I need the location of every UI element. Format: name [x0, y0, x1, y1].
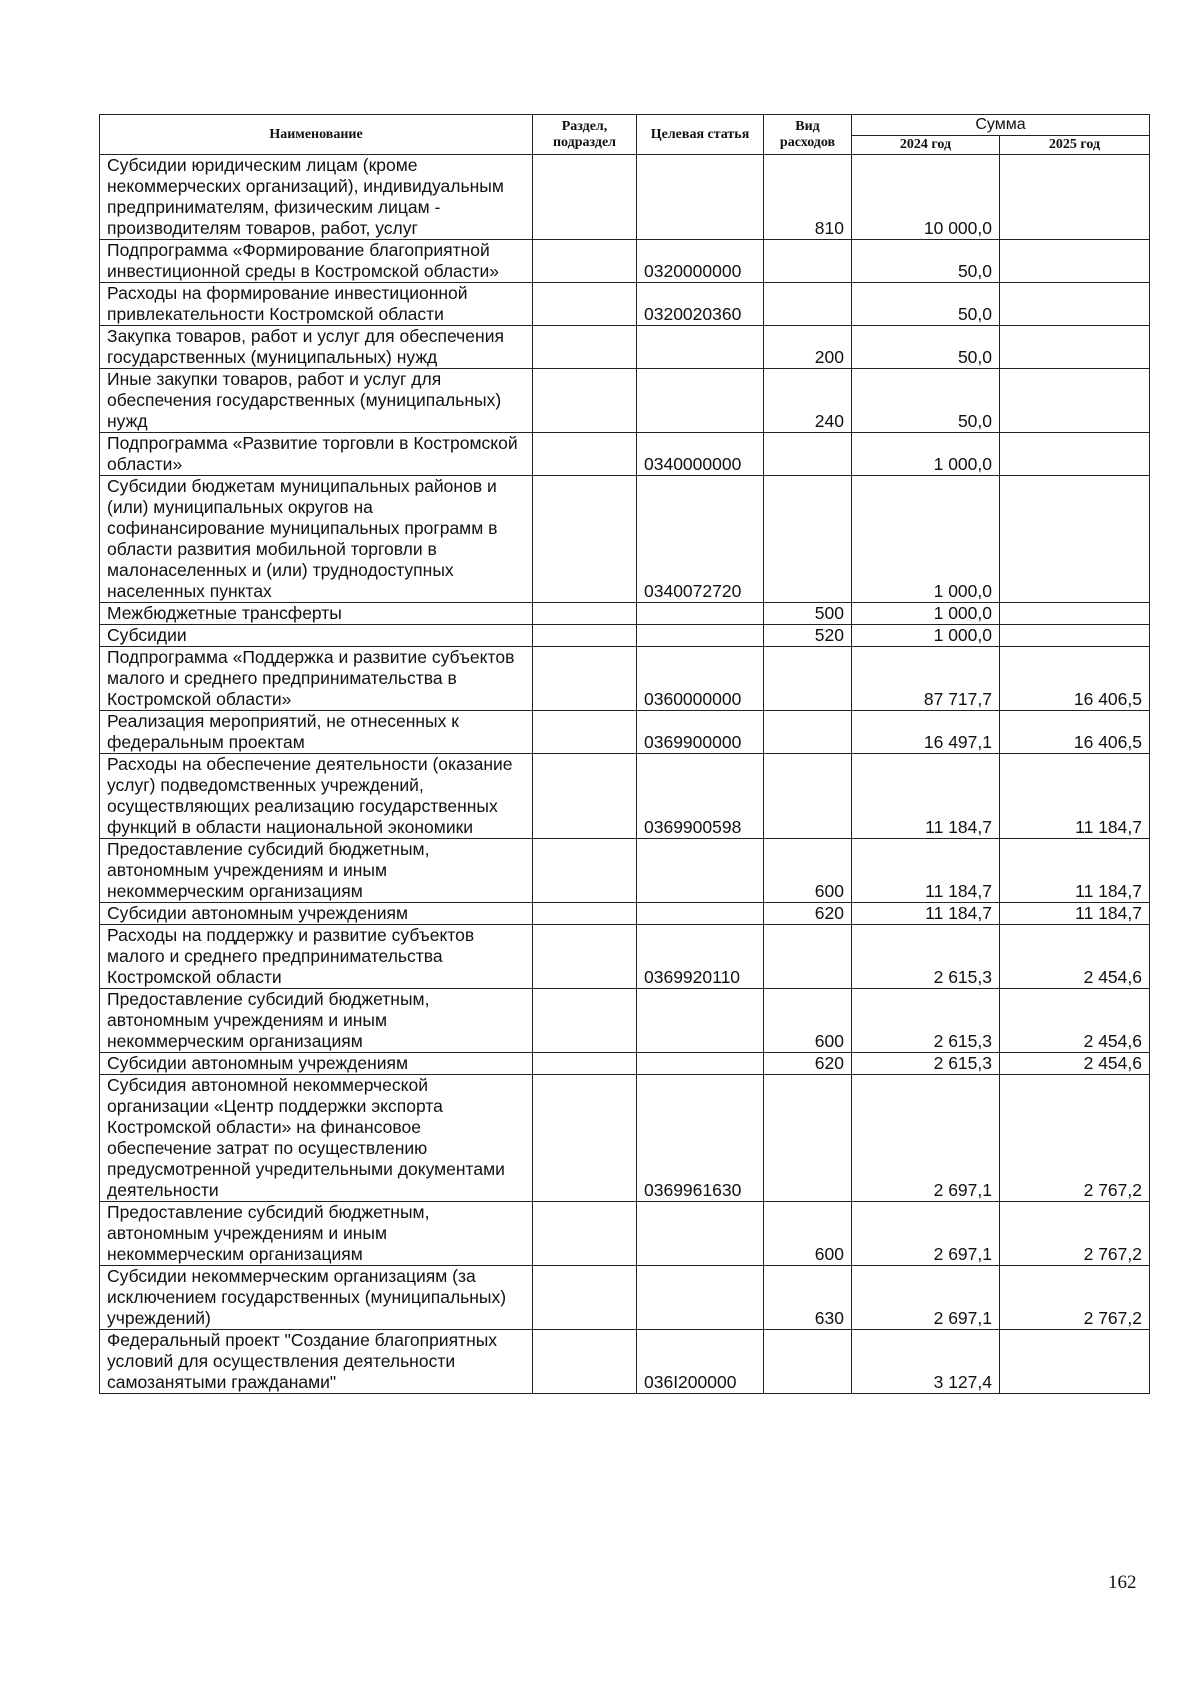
cell-2024: 50,0 [852, 283, 1000, 326]
header-section: Раздел, подраздел [533, 115, 637, 155]
cell-name: Подпрограмма «Поддержка и развитие субъектов малого и среднего предпринимательства в Костромской области» [100, 647, 533, 711]
cell-target: 0369920110 [637, 925, 764, 989]
cell-name: Федеральный проект "Создание благоприятных условий для осуществления деятельности самозанятыми гражданами" [100, 1330, 533, 1394]
cell-section [533, 625, 637, 647]
cell-target [637, 903, 764, 925]
cell-2024: 50,0 [852, 240, 1000, 283]
cell-target [637, 1053, 764, 1075]
cell-name: Субсидии некоммерческим организациям (за исключением государственных (муниципальных) учреждений) [100, 1266, 533, 1330]
cell-2024: 2 615,3 [852, 1053, 1000, 1075]
table-row [100, 839, 1150, 903]
table-row [100, 625, 1150, 647]
cell-name: Закупка товаров, работ и услуг для обеспечения государственных (муниципальных) нужд [100, 326, 533, 369]
cell-kind [764, 476, 852, 603]
table-row [100, 433, 1150, 476]
header-target: Целевая статья [637, 115, 764, 155]
cell-2025 [1000, 433, 1150, 476]
table-body [100, 155, 1150, 1394]
cell-2025: 16 406,5 [1000, 647, 1150, 711]
cell-2025 [1000, 625, 1150, 647]
cell-section [533, 647, 637, 711]
table-row [100, 240, 1150, 283]
header-2025: 2025 год [1000, 136, 1150, 155]
cell-2025 [1000, 476, 1150, 603]
cell-section [533, 1053, 637, 1075]
cell-2025: 2 767,2 [1000, 1202, 1150, 1266]
cell-target [637, 155, 764, 240]
cell-name: Предоставление субсидий бюджетным, автономным учреждениям и иным некоммерческим организациям [100, 989, 533, 1053]
cell-2025 [1000, 603, 1150, 625]
cell-section [533, 283, 637, 326]
cell-2025: 2 454,6 [1000, 1053, 1150, 1075]
cell-target: 0369900598 [637, 754, 764, 839]
cell-target: 0360000000 [637, 647, 764, 711]
cell-section [533, 433, 637, 476]
cell-kind [764, 1075, 852, 1202]
header-kind: Вид расходов [764, 115, 852, 155]
cell-target [637, 989, 764, 1053]
cell-kind: 620 [764, 903, 852, 925]
cell-target [637, 1202, 764, 1266]
page-number: 162 [1108, 1572, 1137, 1593]
cell-kind: 240 [764, 369, 852, 433]
cell-section [533, 903, 637, 925]
table-row [100, 1266, 1150, 1330]
cell-kind: 520 [764, 625, 852, 647]
cell-2024: 2 697,1 [852, 1202, 1000, 1266]
cell-section [533, 603, 637, 625]
table-row [100, 155, 1150, 240]
cell-2025 [1000, 1330, 1150, 1394]
cell-2025: 2 767,2 [1000, 1266, 1150, 1330]
cell-section [533, 476, 637, 603]
cell-2024: 3 127,4 [852, 1330, 1000, 1394]
cell-kind [764, 240, 852, 283]
cell-section [533, 326, 637, 369]
cell-kind: 600 [764, 989, 852, 1053]
cell-name: Межбюджетные трансферты [100, 603, 533, 625]
cell-kind: 810 [764, 155, 852, 240]
cell-name: Расходы на поддержку и развитие субъектов малого и среднего предпринимательства Костромской области [100, 925, 533, 989]
cell-name: Расходы на формирование инвестиционной привлекательности Костромской области [100, 283, 533, 326]
table-row [100, 369, 1150, 433]
cell-kind: 600 [764, 839, 852, 903]
cell-name: Субсидии бюджетам муниципальных районов и (или) муниципальных округов на софинансирование муниципальных программ в области развития мобильной торговли в малонаселенных и (или) труднодоступных населенных пунктах [100, 476, 533, 603]
header-name: Наименование [100, 115, 533, 155]
cell-2024: 50,0 [852, 369, 1000, 433]
cell-name: Субсидия автономной некоммерческой организации «Центр поддержки экспорта Костромской области» на финансовое обеспечение затрат по осуществлению предусмотренной учредительными документами деятельности [100, 1075, 533, 1202]
cell-target [637, 625, 764, 647]
cell-2024: 2 615,3 [852, 989, 1000, 1053]
cell-2024: 87 717,7 [852, 647, 1000, 711]
cell-name: Субсидии юридическим лицам (кроме некоммерческих организаций), индивидуальным предпринимателям, физическим лицам - производителям товаров, работ, услуг [100, 155, 533, 240]
cell-name: Расходы на обеспечение деятельности (оказание услуг) подведомственных учреждений, осуществляющих реализацию государственных функций в области национальной экономики [100, 754, 533, 839]
table-row [100, 326, 1150, 369]
cell-2025: 11 184,7 [1000, 754, 1150, 839]
cell-kind [764, 754, 852, 839]
cell-2024: 11 184,7 [852, 839, 1000, 903]
cell-kind: 620 [764, 1053, 852, 1075]
cell-kind: 600 [764, 1202, 852, 1266]
cell-kind [764, 925, 852, 989]
cell-2024: 1 000,0 [852, 625, 1000, 647]
table-row [100, 989, 1150, 1053]
budget-table [99, 114, 1150, 1394]
table-row [100, 283, 1150, 326]
cell-2025: 2 454,6 [1000, 989, 1150, 1053]
cell-target [637, 603, 764, 625]
cell-section [533, 240, 637, 283]
cell-name: Подпрограмма «Развитие торговли в Костромской области» [100, 433, 533, 476]
cell-2024: 11 184,7 [852, 903, 1000, 925]
cell-name: Подпрограмма «Формирование благоприятной инвестиционной среды в Костромской области» [100, 240, 533, 283]
header-sum: Сумма [852, 115, 1150, 136]
cell-kind [764, 647, 852, 711]
table-row [100, 925, 1150, 989]
cell-section [533, 711, 637, 754]
cell-target: 036I200000 [637, 1330, 764, 1394]
cell-section [533, 839, 637, 903]
cell-2025 [1000, 240, 1150, 283]
cell-2024: 1 000,0 [852, 603, 1000, 625]
cell-target [637, 1266, 764, 1330]
cell-2024: 2 697,1 [852, 1075, 1000, 1202]
cell-2025: 2 454,6 [1000, 925, 1150, 989]
cell-2024: 16 497,1 [852, 711, 1000, 754]
table-row [100, 1330, 1150, 1394]
cell-kind: 500 [764, 603, 852, 625]
cell-section [533, 1330, 637, 1394]
cell-target: 0340000000 [637, 433, 764, 476]
cell-section [533, 1075, 637, 1202]
cell-kind: 630 [764, 1266, 852, 1330]
cell-2025 [1000, 369, 1150, 433]
cell-name: Реализация мероприятий, не отнесенных к федеральным проектам [100, 711, 533, 754]
table-row [100, 603, 1150, 625]
cell-name: Субсидии [100, 625, 533, 647]
cell-section [533, 369, 637, 433]
table-row [100, 476, 1150, 603]
cell-2025: 2 767,2 [1000, 1075, 1150, 1202]
cell-kind [764, 433, 852, 476]
cell-kind [764, 1330, 852, 1394]
cell-section [533, 754, 637, 839]
cell-2024: 50,0 [852, 326, 1000, 369]
cell-target: 0369900000 [637, 711, 764, 754]
cell-2025 [1000, 155, 1150, 240]
cell-section [533, 1202, 637, 1266]
cell-2025: 16 406,5 [1000, 711, 1150, 754]
cell-2025: 11 184,7 [1000, 839, 1150, 903]
table-row [100, 1202, 1150, 1266]
cell-kind [764, 283, 852, 326]
cell-target: 0340072720 [637, 476, 764, 603]
cell-section [533, 155, 637, 240]
cell-target [637, 839, 764, 903]
cell-section [533, 1266, 637, 1330]
cell-name: Предоставление субсидий бюджетным, автономным учреждениям и иным некоммерческим организациям [100, 1202, 533, 1266]
cell-target: 0320000000 [637, 240, 764, 283]
cell-section [533, 989, 637, 1053]
header-2024: 2024 год [852, 136, 1000, 155]
cell-section [533, 925, 637, 989]
cell-2024: 10 000,0 [852, 155, 1000, 240]
cell-name: Предоставление субсидий бюджетным, автономным учреждениям и иным некоммерческим организациям [100, 839, 533, 903]
cell-2025 [1000, 283, 1150, 326]
cell-2024: 2 697,1 [852, 1266, 1000, 1330]
cell-2025: 11 184,7 [1000, 903, 1150, 925]
table-row [100, 1075, 1150, 1202]
cell-2024: 2 615,3 [852, 925, 1000, 989]
table-row [100, 1053, 1150, 1075]
cell-name: Субсидии автономным учреждениям [100, 1053, 533, 1075]
cell-2024: 1 000,0 [852, 433, 1000, 476]
cell-kind: 200 [764, 326, 852, 369]
cell-2024: 1 000,0 [852, 476, 1000, 603]
cell-target [637, 369, 764, 433]
cell-name: Иные закупки товаров, работ и услуг для обеспечения государственных (муниципальных) нужд [100, 369, 533, 433]
cell-target: 0369961630 [637, 1075, 764, 1202]
table-row [100, 903, 1150, 925]
cell-target [637, 326, 764, 369]
cell-name: Субсидии автономным учреждениям [100, 903, 533, 925]
cell-target: 0320020360 [637, 283, 764, 326]
cell-2024: 11 184,7 [852, 754, 1000, 839]
cell-kind [764, 711, 852, 754]
cell-2025 [1000, 326, 1150, 369]
table-row [100, 647, 1150, 711]
table-row [100, 711, 1150, 754]
table-row [100, 754, 1150, 839]
